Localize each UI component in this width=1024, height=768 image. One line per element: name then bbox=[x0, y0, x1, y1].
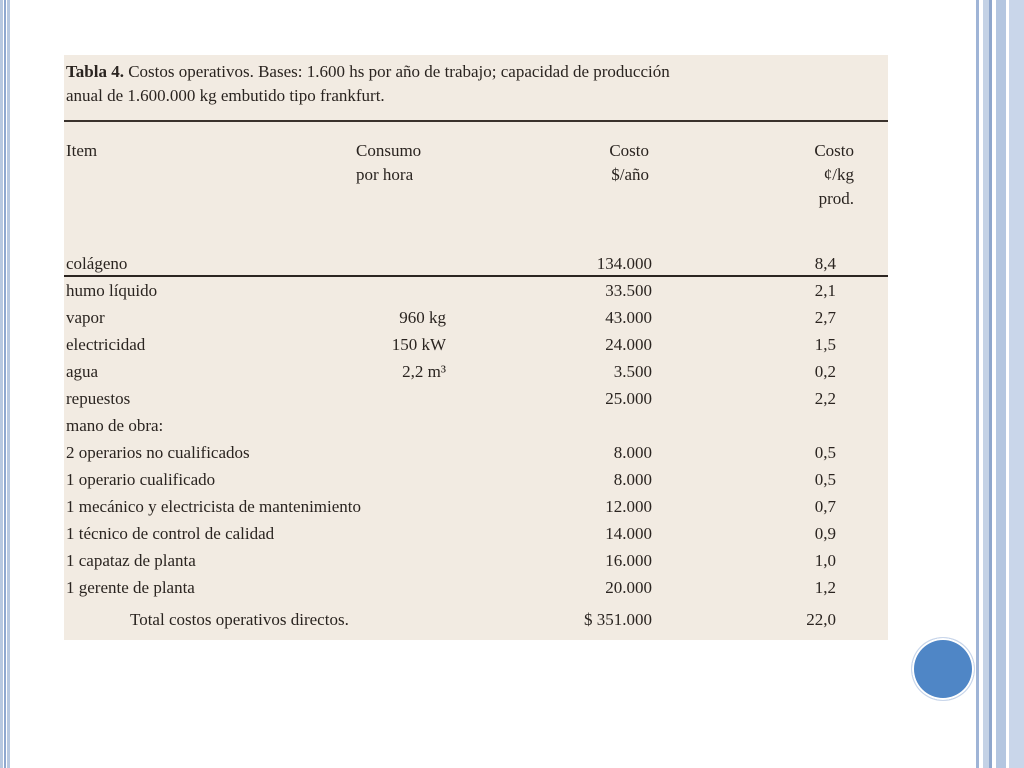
table-row bbox=[64, 467, 888, 493]
cell-item: 1 capataz de planta bbox=[66, 551, 196, 570]
total-label: Total costos operativos directos. bbox=[130, 610, 349, 629]
cell-item: 1 operario cualificado bbox=[66, 470, 216, 489]
table-row bbox=[64, 332, 888, 358]
total-costo: $ 351.000 bbox=[584, 610, 652, 629]
cell-costo-kg: 1,5 bbox=[814, 335, 836, 354]
cell-costo: 24.000 bbox=[605, 335, 652, 354]
cell-costo: 43.000 bbox=[605, 308, 652, 327]
table-row bbox=[64, 440, 888, 466]
cell-item: 1 mecánico y electricista de mantenimiento bbox=[66, 497, 362, 516]
scanned-table bbox=[64, 55, 888, 640]
cell-costo-kg: 1,0 bbox=[814, 551, 836, 570]
cell-costo-kg: 2,2 bbox=[814, 389, 836, 408]
top-rule bbox=[64, 120, 888, 122]
caption-line-1: Costos operativos. Bases: 1.600 hs por año de trabajo; capacidad de producción bbox=[123, 62, 670, 81]
cell-item: humo líquido bbox=[66, 281, 158, 300]
table-row bbox=[64, 278, 888, 304]
cell-item: electricidad bbox=[66, 335, 146, 354]
table-row bbox=[64, 575, 888, 601]
table-row bbox=[64, 494, 888, 520]
cell-costo: 8.000 bbox=[613, 470, 652, 489]
cell-item: colágeno bbox=[66, 254, 128, 273]
table-row bbox=[64, 548, 888, 574]
cell-item: repuestos bbox=[66, 389, 131, 408]
cell-costo-kg: 0,5 bbox=[814, 470, 836, 489]
caption-line-2: anual de 1.600.000 kg embutido tipo frankfurt. bbox=[66, 86, 385, 105]
cell-costo-kg: 8,4 bbox=[814, 254, 836, 273]
table-row bbox=[64, 413, 888, 439]
table-caption bbox=[66, 60, 886, 108]
cell-item: 2 operarios no cualificados bbox=[66, 443, 250, 462]
cell-costo: 8.000 bbox=[613, 443, 652, 462]
header-item: Item bbox=[66, 141, 98, 160]
header-costo-anual: Costo $/año bbox=[609, 141, 649, 184]
table-row bbox=[64, 359, 888, 385]
total-row bbox=[64, 607, 888, 633]
cell-costo: 12.000 bbox=[605, 497, 652, 516]
cell-costo: 14.000 bbox=[605, 524, 652, 543]
cell-item: 1 gerente de planta bbox=[66, 578, 195, 597]
table-row bbox=[64, 521, 888, 547]
table-row bbox=[64, 305, 888, 331]
cell-costo-kg: 1,2 bbox=[814, 578, 836, 597]
cell-costo: 20.000 bbox=[605, 578, 652, 597]
table-row bbox=[64, 251, 888, 277]
cell-consumo: 150 kW bbox=[391, 335, 446, 354]
cell-costo-kg: 2,1 bbox=[814, 281, 836, 300]
cell-costo: 33.500 bbox=[605, 281, 652, 300]
cell-costo: 134.000 bbox=[596, 254, 652, 273]
cell-item: 1 técnico de control de calidad bbox=[66, 524, 275, 543]
header-costo-kg: Costo ¢/kg prod. bbox=[814, 141, 854, 208]
cell-consumo: 960 kg bbox=[399, 308, 446, 327]
cell-costo-kg: 0,7 bbox=[814, 497, 836, 516]
table-row bbox=[64, 386, 888, 412]
cell-item: vapor bbox=[66, 308, 105, 327]
cell-item: mano de obra: bbox=[66, 416, 164, 435]
total-costo-kg: 22,0 bbox=[806, 610, 836, 629]
cell-costo-kg: 0,2 bbox=[814, 362, 836, 381]
table-number: Tabla 4. bbox=[66, 62, 124, 81]
slide-frame-right bbox=[976, 0, 1024, 768]
cell-consumo: 2,2 m³ bbox=[402, 362, 446, 381]
header-consumo: Consumo por hora bbox=[356, 141, 422, 184]
cell-costo: 16.000 bbox=[605, 551, 652, 570]
cell-costo: 25.000 bbox=[605, 389, 652, 408]
cell-item: agua bbox=[66, 362, 99, 381]
slide-frame-left bbox=[0, 0, 10, 768]
cell-costo-kg: 0,9 bbox=[814, 524, 836, 543]
decorative-circle bbox=[912, 638, 974, 700]
cell-costo-kg: 2,7 bbox=[814, 308, 836, 327]
cell-costo-kg: 0,5 bbox=[814, 443, 836, 462]
cell-costo: 3.500 bbox=[613, 362, 652, 381]
